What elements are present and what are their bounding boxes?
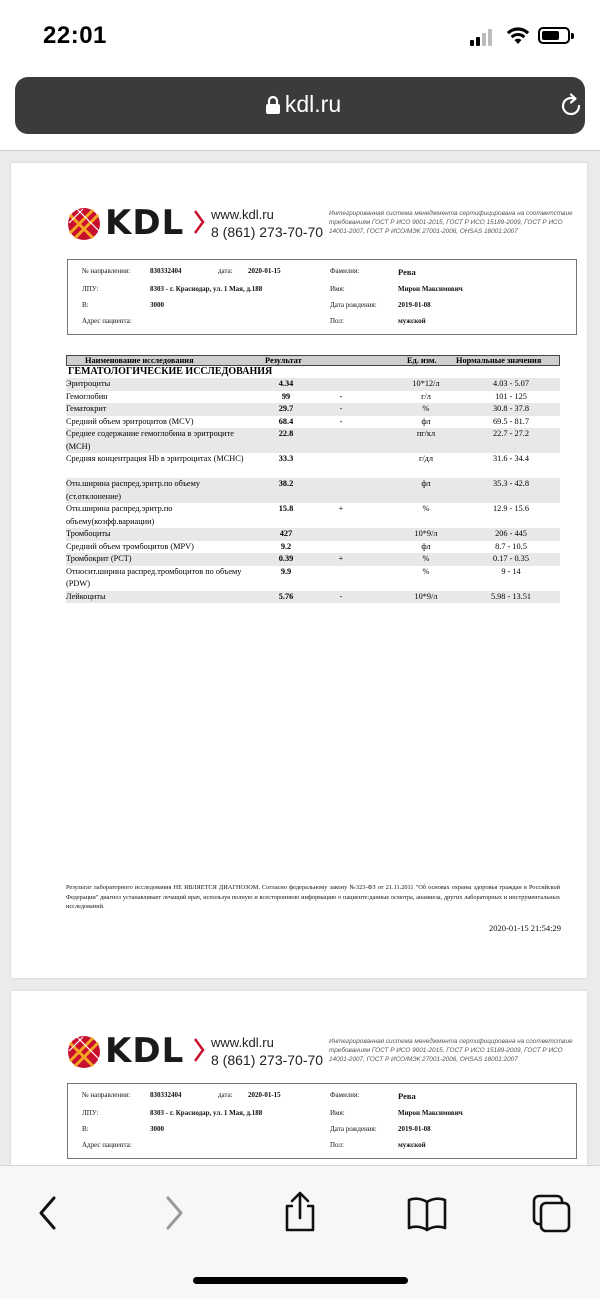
sex-label: Пол: [330,317,344,325]
results-rows [66,378,560,603]
result-row [66,503,560,528]
tabs-icon[interactable] [526,1188,576,1238]
patient-name: Мирон Максимович [398,1109,463,1117]
result-value: 38.2 [278,479,294,488]
result-name: Лейкоциты [66,591,106,601]
result-norm: 31.6 - 34.4 [493,454,529,463]
birth-label: Дата рождения: [330,301,377,309]
document-page-1 [11,163,587,978]
result-unit: % [422,554,430,563]
result-norm: 12.9 - 15.6 [493,504,529,513]
doctor-value: 3000 [150,301,164,309]
cellular-signal-icon [470,28,496,46]
result-row [66,591,560,604]
col-result-header: Результат [265,356,302,365]
referral-date: 2020-01-15 [248,1091,281,1099]
result-name: Отн.ширина распред.эритр.по объему(коэфф.вариации) [66,504,173,526]
lab-website: www.kdl.ru [211,207,274,222]
result-row [66,528,560,541]
address-label: Адрес пациента: [82,1141,132,1149]
result-norm: 9 - 14 [501,566,521,576]
bookmarks-icon[interactable] [402,1188,452,1238]
kdl-logo-text: KDL [105,203,185,243]
status-bar [0,0,600,70]
result-unit: 10*9/л [414,591,438,601]
result-value: 0.39 [278,554,294,563]
name-label: Имя: [330,1109,345,1117]
result-value: 68.4 [278,416,294,426]
print-timestamp: 2020-01-15 21:54:29 [488,923,561,933]
result-value: 5.76 [278,591,294,601]
lpu-value: 8303 - г. Краснодар, ул. 1 Мая, д.188 [150,1109,263,1117]
result-name: Тромбокрит (PCT) [66,554,132,563]
kdl-logo-icon [67,207,101,241]
result-unit: фл [421,479,431,488]
lab-website: www.kdl.ru [211,1035,274,1050]
results-table [66,355,560,603]
col-norm-header: Нормальные значения [456,356,542,365]
referral-label: № направления: [82,1091,131,1099]
certification-text: Интегрированная система менеджмента сертифицирована на соответствие требованиям ГОСТ Р ИСО 9001-2015, ГОСТ Р ИСО 15189-2009, ГОСТ Р ИСО 14001-2007, ГОСТ Р ИСО/МЭК 27001-2006, OHSAS 18001:2007 [329,210,573,235]
result-flag: + [338,504,344,513]
result-value: 33.3 [278,454,294,463]
result-norm: 69.5 - 81.7 [493,416,529,426]
doctor-label: В: [82,1125,89,1133]
address-bar[interactable] [15,77,585,134]
result-unit: фл [421,416,431,426]
result-row [66,416,560,429]
status-time: 22:01 [43,22,107,49]
lab-phone: 8 (861) 273-70-70 [211,224,324,240]
lab-header [67,1031,577,1081]
result-name: Средняя концентрация Hb в эритроцитах (MCHC) [66,454,244,463]
forward-icon[interactable] [148,1188,198,1238]
sex-label: Пол: [330,1141,344,1149]
chevron-right-icon [193,209,205,235]
result-norm: 35.3 - 42.8 [493,479,529,488]
patient-sex: мужской [398,317,426,325]
result-row [66,391,560,404]
doctor-value: 3000 [150,1125,164,1133]
patient-info-box [67,1083,577,1159]
result-row [66,553,560,566]
doctor-label: В: [82,301,89,309]
kdl-logo-icon [67,1035,101,1069]
result-name: Отн.ширина распред.эритр.по объему (ст.отклонение) [66,479,201,501]
patient-birthdate: 2019-01-08 [398,1125,431,1133]
result-name: Средний объем эритроцитов (MCV) [66,416,194,426]
address-label: Адрес пациента: [82,317,132,325]
col-unit-header: Ед. изм. [407,356,437,365]
result-name: Среднее содержание гемоглобина в эритроците (MCH) [66,429,234,451]
result-flag: + [338,554,344,563]
result-unit: пг/кл [416,429,436,438]
result-unit: 10*9/л [414,529,438,538]
result-norm: 22.7 - 27.2 [493,429,529,438]
lab-header [67,203,577,253]
patient-surname: Рева [398,267,416,277]
result-norm: 30.8 - 37.8 [493,404,529,413]
lpu-value: 8303 - г. Краснодар, ул. 1 Мая, д.188 [150,285,263,293]
result-value: 4.34 [278,379,294,388]
result-unit: г/дл [418,454,434,463]
document-viewer[interactable] [0,150,600,1166]
result-row [66,428,560,453]
result-norm: 101 - 125 [495,391,527,401]
patient-name: Мирон Максимович [398,285,463,293]
result-row [66,453,560,478]
kdl-logo-text: KDL [105,1031,185,1071]
result-unit: 10*12/л [412,379,440,388]
result-row [66,403,560,416]
result-row [66,566,560,591]
lpu-label: ЛПУ: [82,1109,99,1117]
result-flag: - [339,416,343,426]
results-header [66,355,560,366]
birth-label: Дата рождения: [330,1125,377,1133]
col-name-header: Наименование исследования [85,356,194,365]
result-flag: - [339,591,343,601]
referral-number: 830332404 [150,1091,182,1099]
wifi-icon [506,25,530,45]
result-unit: фл [421,541,431,551]
result-name: Гемоглобин [66,391,108,401]
result-unit: % [422,504,430,513]
result-norm: 4.03 - 5.07 [493,379,529,388]
reload-icon[interactable] [557,92,585,120]
date-label: дата: [218,267,233,275]
result-row [66,378,560,391]
section-title: ГЕМАТОЛОГИЧЕСКИЕ ИССЛЕДОВАНИЯ [68,366,273,377]
result-unit: % [422,566,430,576]
disclaimer-text: Результат лабораторного исследования НЕ ЯВЛЯЕТСЯ ДИАГНОЗОМ. Согласно федеральному закону №323-ФЗ от 21.11.2011 "Об основах охраны здоровья граждан в Российской Федерации" диагноз устанавливает лечащий врач, используя полную и всестороннюю информацию о пациенте:данные осмотра, анамнеза, других лабораторных и инструментальных исследований. [66,884,560,910]
date-label: дата: [218,1091,233,1099]
result-value: 29.7 [278,404,294,413]
home-indicator[interactable] [193,1277,408,1284]
referral-number: 830332404 [150,267,182,275]
result-value: 22.8 [278,429,294,438]
result-norm: 0.17 - 0.35 [493,554,529,563]
patient-birthdate: 2019-01-08 [398,301,431,309]
result-unit: % [422,404,430,413]
result-name: Гематокрит [66,404,107,413]
result-norm: 206 - 445 [495,529,527,538]
certification-text: Интегрированная система менеджмента сертифицирована на соответствие требованиям ГОСТ Р ИСО 9001-2015, ГОСТ Р ИСО 15189-2009, ГОСТ Р ИСО 14001-2007, ГОСТ Р ИСО/МЭК 27001-2006, OHSAS 18001:2007 [329,1038,573,1063]
referral-date: 2020-01-15 [248,267,281,275]
result-value: 9.2 [280,541,292,551]
surname-label: Фамилия: [330,1091,360,1099]
result-value: 15.8 [278,504,294,513]
result-name: Эритроциты [66,379,111,388]
result-name: Средний объем тромбоцитов (MPV) [66,541,194,551]
result-value: 427 [279,529,293,538]
lpu-label: ЛПУ: [82,285,99,293]
result-value: 9.9 [280,566,292,576]
back-icon[interactable] [24,1188,74,1238]
patient-sex: мужской [398,1141,426,1149]
result-value: 99 [281,391,291,401]
chevron-right-icon [193,1037,205,1063]
referral-label: № направления: [82,267,131,275]
result-name: Тромбоциты [66,529,111,538]
share-icon[interactable] [275,1188,325,1238]
surname-label: Фамилия: [330,267,360,275]
result-row [66,541,560,554]
result-row [66,478,560,503]
battery-icon [538,27,570,44]
result-name: Относит.ширина распред.тромбоцитов по объему (PDW) [66,566,242,588]
result-flag: - [339,391,343,401]
result-norm: 8.7 - 10.5 [495,541,527,551]
result-norm: 5.98 - 13.51 [490,591,532,601]
url-text[interactable]: kdl.ru [284,91,342,117]
name-label: Имя: [330,285,345,293]
patient-surname: Рева [398,1091,416,1101]
document-page-2 [11,991,587,1166]
patient-info-box [67,259,577,335]
result-unit: г/л [421,391,431,401]
result-flag: - [339,404,343,413]
lab-phone: 8 (861) 273-70-70 [211,1052,324,1068]
